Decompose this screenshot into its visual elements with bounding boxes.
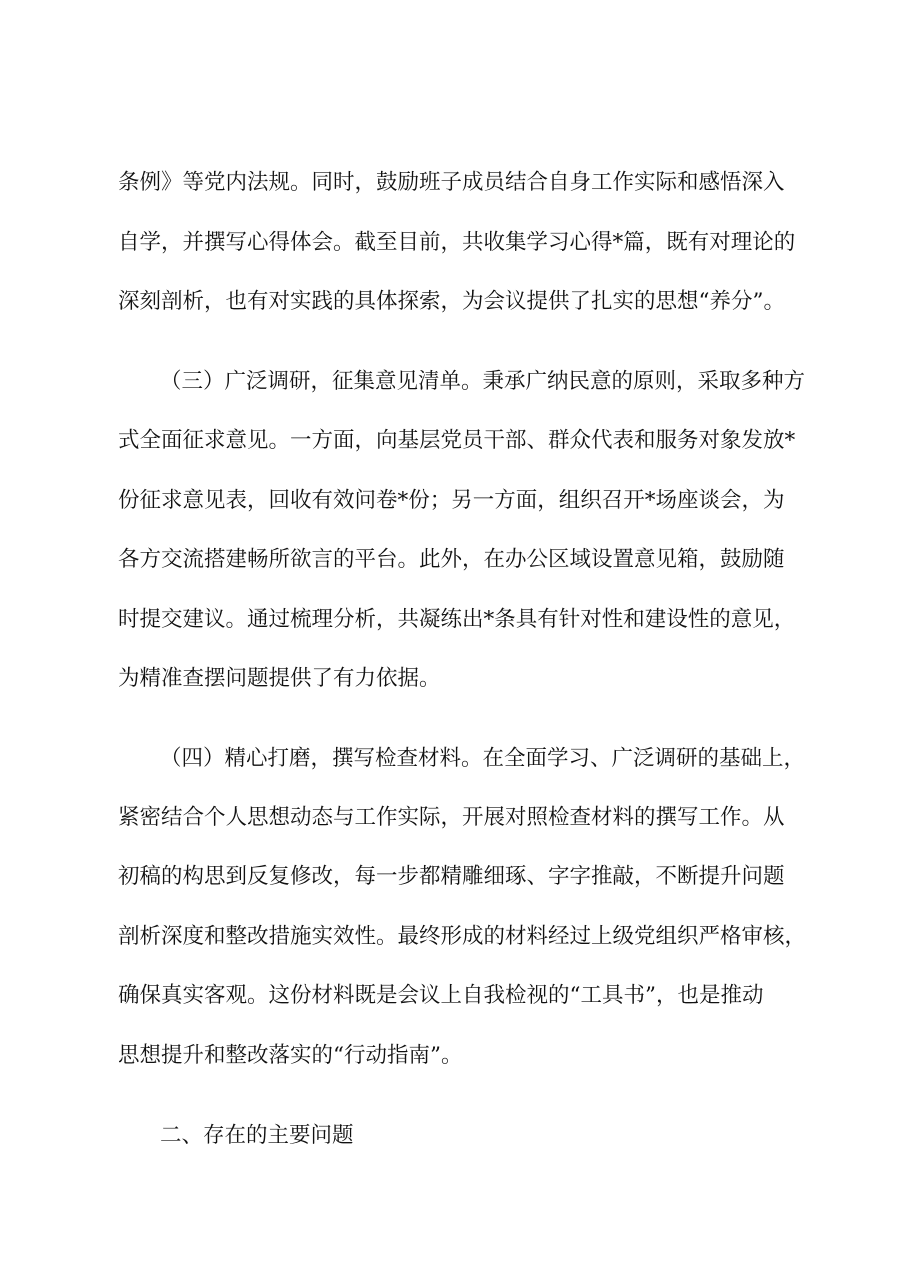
text-line: 条例》等党内法规。同时，鼓励班子成员结合自身工作实际和感悟深入 bbox=[118, 170, 785, 195]
text-line: 思想提升和整改落实的“行动指南”。 bbox=[118, 1043, 463, 1068]
text-line: 为精准查摆问题提供了有力依据。 bbox=[118, 666, 441, 691]
text-line: 式全面征求意见。一方面，向基层党员干部、群众代表和服务对象发放* bbox=[118, 428, 796, 453]
text-line: 剖析深度和整改措施实效性。最终形成的材料经过上级党组织严格审核， bbox=[118, 924, 807, 949]
text-line: 自学，并撰写心得体会。截至目前，共收集学习心得*篇，既有对理论的 bbox=[118, 230, 796, 255]
text-line: 各方交流搭建畅所欲言的平台。此外，在办公区域设置意见箱，鼓励随 bbox=[118, 547, 785, 572]
text-line: （三）广泛调研，征集意见清单。秉承广纳民意的原则，采取多种方 bbox=[160, 369, 806, 394]
text-line: 初稿的构思到反复修改，每一步都精雕细琢、字字推敲，不断提升问题 bbox=[118, 864, 785, 889]
text-line: 确保真实客观。这份材料既是会议上自我检视的“工具书”，也是推动 bbox=[118, 983, 764, 1008]
text-line: 深刻剖析，也有对实践的具体探索，为会议提供了扎实的思想“养分”。 bbox=[118, 289, 785, 314]
text-line: 紧密结合个人思想动态与工作实际，开展对照检查材料的撰写工作。从 bbox=[118, 805, 785, 830]
text-line: 时提交建议。通过梳理分析，共凝练出*条具有针对性和建设性的意见， bbox=[118, 607, 796, 632]
section-heading: 二、存在的主要问题 bbox=[160, 1123, 354, 1148]
text-line: 份征求意见表，回收有效问卷*份；另一方面，组织召开*场座谈会，为 bbox=[118, 488, 785, 513]
text-line: （四）精心打磨，撰写检查材料。在全面学习、广泛调研的基础上， bbox=[160, 746, 806, 771]
